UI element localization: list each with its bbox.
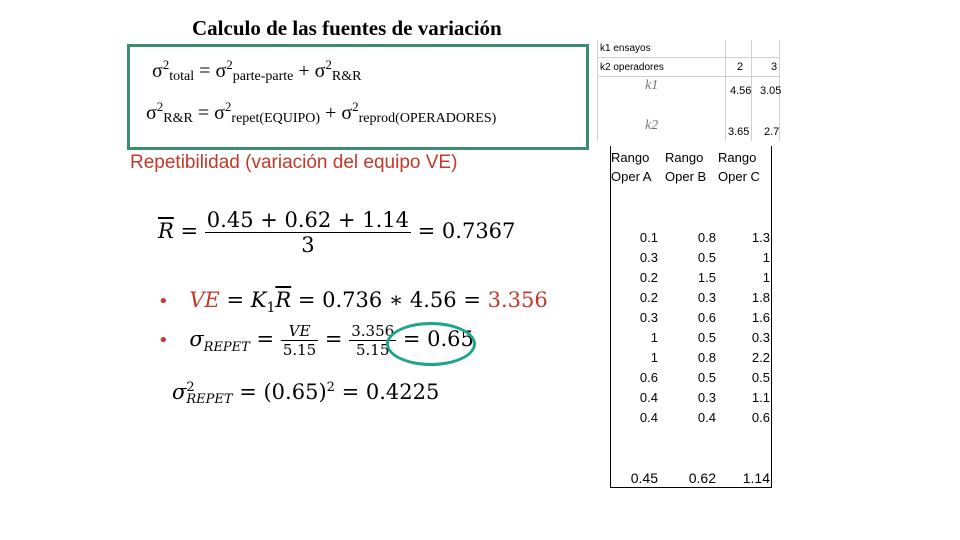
subscript-parte-parte: parte-parte — [232, 69, 294, 84]
repet-subscript: REPET — [186, 391, 233, 407]
equals-sign: = — [197, 102, 210, 124]
range-table — [610, 146, 772, 488]
sigma-repet-result: = 0.65 — [402, 327, 474, 351]
equals-sign: = — [180, 219, 199, 243]
ve-fraction — [281, 322, 318, 359]
superscript: 2 — [226, 57, 233, 72]
range-cell: 0.8 — [697, 230, 716, 245]
range-cell: 1 — [650, 350, 658, 365]
range-cell: 0.6 — [751, 410, 770, 425]
header-oper-a: Rango Oper A — [611, 150, 652, 184]
k-table-value: 2 — [737, 61, 744, 73]
k-table-value: 3 — [771, 61, 778, 73]
sigma2-rhs: = (0.65) — [239, 380, 327, 404]
range-cell: 0.4 — [639, 410, 658, 425]
range-cell: 1 — [650, 330, 658, 345]
sigma2-repet-equation — [172, 380, 439, 406]
sigma-symbol: σ — [341, 102, 353, 124]
range-cell: 0.4 — [697, 410, 716, 425]
range-cell: 1.8 — [751, 290, 770, 305]
ve-symbol: VE — [189, 288, 220, 312]
k-constants-table — [597, 40, 780, 141]
header-oper-b: Rango Oper B — [665, 150, 707, 184]
ve-equation — [158, 288, 548, 316]
range-cell: 0.3 — [697, 390, 716, 405]
range-cell: 0.5 — [697, 370, 716, 385]
range-cell: 1.1 — [751, 390, 770, 405]
range-cell: 0.3 — [639, 250, 658, 265]
ve-fraction-denominator: 5.15 — [282, 341, 317, 359]
range-cell: 0.6 — [639, 370, 658, 385]
plus-sign: + — [298, 60, 310, 82]
range-cell: 1.3 — [751, 230, 770, 245]
range-cell: 2.2 — [751, 350, 770, 365]
k1-symbol: k1 — [645, 78, 659, 93]
subscript-total: total — [169, 69, 195, 84]
value-fraction-numerator: 3.356 — [351, 322, 395, 340]
equals-sign: = — [199, 60, 211, 82]
k-table-label-ensayos: k1 ensayos — [600, 43, 651, 54]
formula-rr-variance — [146, 99, 496, 127]
header-oper-c: Rango Oper C — [718, 150, 760, 184]
squared-superscript: 2 — [326, 380, 335, 395]
subscript-repet: repet(EQUIPO) — [231, 111, 321, 126]
sigma-symbol: σ — [172, 380, 187, 404]
sigma-symbol: σ — [146, 102, 157, 124]
range-cell: 1.6 — [751, 310, 770, 325]
formula-total-variance — [152, 57, 362, 85]
rbar-fraction — [205, 208, 411, 257]
range-cell: 0.3 — [639, 310, 658, 325]
rbar-equation — [158, 208, 515, 257]
plus-sign: + — [325, 102, 337, 124]
superscript: 2 — [224, 99, 232, 114]
sigma2-result: = 0.4225 — [334, 380, 440, 404]
k-table-value: 4.56 — [730, 85, 752, 97]
range-average: 1.14 — [742, 470, 770, 486]
range-cell: 0.3 — [697, 290, 716, 305]
bullet-icon: • — [158, 291, 169, 312]
repeatability-heading: Repetibilidad (variación del equipo VE) — [130, 152, 458, 173]
k-equals: = K — [226, 288, 267, 312]
range-cell: 0.5 — [751, 370, 770, 385]
range-cell: 0.1 — [639, 230, 658, 245]
rbar-symbol: $\overline{R}$ — [275, 288, 292, 312]
superscript: 2 — [325, 57, 332, 72]
repet-subscript: REPET — [203, 340, 250, 356]
k-table-value: 3.05 — [760, 85, 782, 97]
bullet-icon: • — [158, 330, 169, 351]
superscript: 2 — [162, 57, 170, 72]
equals-sign: = — [324, 327, 343, 351]
rbar-result: = 0.7367 — [417, 219, 516, 243]
k2-symbol: k2 — [645, 118, 659, 133]
k-table-label-operadores: k2 operadores — [600, 62, 664, 73]
ve-calculation: = 0.736 ∗ 4.56 = — [291, 288, 488, 312]
subscript-rr: R&R — [163, 111, 193, 126]
value-fraction-denominator: 5.15 — [355, 341, 390, 359]
superscript: 2 — [156, 99, 164, 114]
range-average: 0.62 — [688, 470, 716, 486]
range-cell: 0.6 — [697, 310, 716, 325]
range-cell: 0.5 — [697, 330, 716, 345]
rbar-symbol: $\overline{R}$ — [158, 219, 174, 243]
ve-result: 3.356 — [487, 288, 548, 312]
sigma-symbol: σ — [314, 60, 326, 82]
range-cell: 0.2 — [639, 290, 658, 305]
sigma-symbol: σ — [152, 60, 163, 82]
sigma-symbol: σ — [214, 102, 225, 124]
range-average: 0.45 — [630, 470, 658, 486]
equals-sign: = — [256, 327, 275, 351]
subscript-rr: R&R — [331, 69, 362, 84]
range-cell: 0.2 — [639, 270, 658, 285]
range-cell: 0.5 — [697, 250, 716, 265]
subscript-reprod: reprod(OPERADORES) — [358, 111, 497, 126]
range-cell: 1 — [762, 250, 770, 265]
superscript: 2 — [352, 99, 359, 114]
k-subscript: 1 — [266, 300, 276, 317]
range-cell: 0.8 — [697, 350, 716, 365]
ve-fraction-numerator: VE — [281, 322, 318, 341]
slide-title: Calculo de las fuentes de variación — [192, 16, 502, 40]
squared-superscript: 2 — [186, 379, 195, 395]
k-table-value: 2.7 — [764, 126, 780, 138]
sigma-symbol: σ — [215, 60, 227, 82]
range-cell: 0.3 — [751, 330, 770, 345]
range-cell: 1 — [762, 270, 770, 285]
range-cell: 0.4 — [639, 390, 658, 405]
rbar-denominator: 3 — [301, 233, 315, 257]
rbar-numerator: 0.45 + 0.62 + 1.14 — [206, 208, 409, 232]
formula-box — [127, 44, 589, 150]
range-cell: 1.5 — [697, 270, 716, 285]
highlight-oval — [386, 322, 476, 366]
sigma-symbol: σ — [189, 327, 204, 351]
k-table-value: 3.65 — [728, 126, 750, 138]
